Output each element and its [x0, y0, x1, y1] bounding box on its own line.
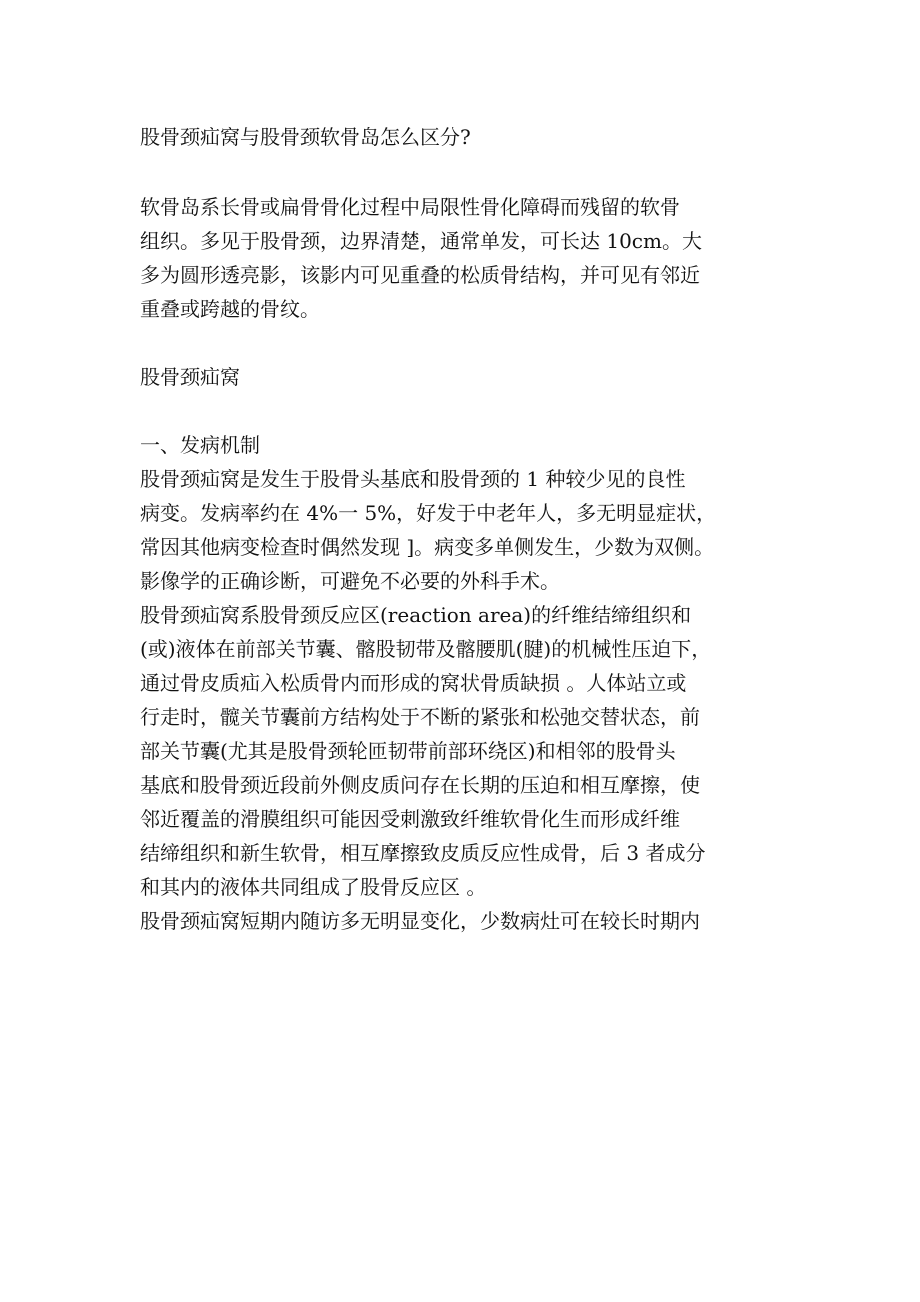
paragraph-line: 股骨颈疝窝系股骨颈反应区(reaction area)的纤维结缔组织和	[140, 603, 692, 627]
paragraph-line: 结缔组织和新生软骨，相互摩擦致皮质反应性成骨，后 3 者成分	[140, 841, 706, 865]
title-line: 股骨颈疝窝与股骨颈软骨岛怎么区分?	[140, 125, 471, 149]
document-title	[140, 120, 790, 154]
paragraph-line: 邻近覆盖的滑膜组织可能因受刺激致纤维软骨化生而形成纤维	[140, 807, 680, 831]
subsection-heading-line: 一、发病机制	[140, 433, 260, 457]
intro-line: 重叠或跨越的骨纹。	[140, 297, 320, 321]
paragraph-line: 股骨颈疝窝短期内随访多无明显变化，少数病灶可在较长时期内	[140, 909, 700, 933]
paragraph-line: 通过骨皮质疝入松质骨内而形成的窝状骨质缺损 。人体站立或	[140, 671, 687, 695]
intro-line: 软骨岛系长骨或扁骨骨化过程中局限性骨化障碍而残留的软骨	[140, 195, 680, 219]
intro-line: 多为圆形透亮影，该影内可见重叠的松质骨结构，并可见有邻近	[140, 263, 700, 287]
subsection-heading	[140, 428, 790, 462]
paragraph-line: 和其内的液体共同组成了股骨反应区 。	[140, 875, 487, 899]
paragraph-line: 股骨颈疝窝是发生于股骨头基底和股骨颈的 1 种较少见的良性	[140, 467, 686, 491]
paragraph-1	[140, 462, 790, 598]
paragraph-3	[140, 904, 790, 938]
paragraph-line: 基底和股骨颈近段前外侧皮质问存在长期的压迫和相互摩擦，使	[140, 773, 700, 797]
intro-paragraph	[140, 190, 790, 326]
intro-line: 组织。多见于股骨颈，边界清楚，通常单发，可长达 10cm。大	[140, 229, 702, 253]
section-heading	[140, 360, 790, 394]
paragraph-line: 病变。发病率约在 4%一 5%，好发于中老年人，多无明显症状，	[140, 501, 717, 525]
paragraph-line: 影像学的正确诊断，可避免不必要的外科手术。	[140, 569, 560, 593]
paragraph-line: 部关节囊(尤其是股骨颈轮匝韧带前部环绕区)和相邻的股骨头	[140, 739, 676, 763]
paragraph-line: 常因其他病变检查时偶然发现 ]。病变多单侧发生，少数为双侧。	[140, 535, 715, 559]
paragraph-line: (或)液体在前部关节囊、髂股韧带及髂腰肌(腱)的机械性压迫下，	[140, 637, 712, 661]
paragraph-line: 行走时，髋关节囊前方结构处于不断的紧张和松弛交替状态，前	[140, 705, 700, 729]
paragraph-2	[140, 598, 790, 904]
section-heading-line: 股骨颈疝窝	[140, 365, 240, 389]
document-body	[140, 120, 790, 938]
